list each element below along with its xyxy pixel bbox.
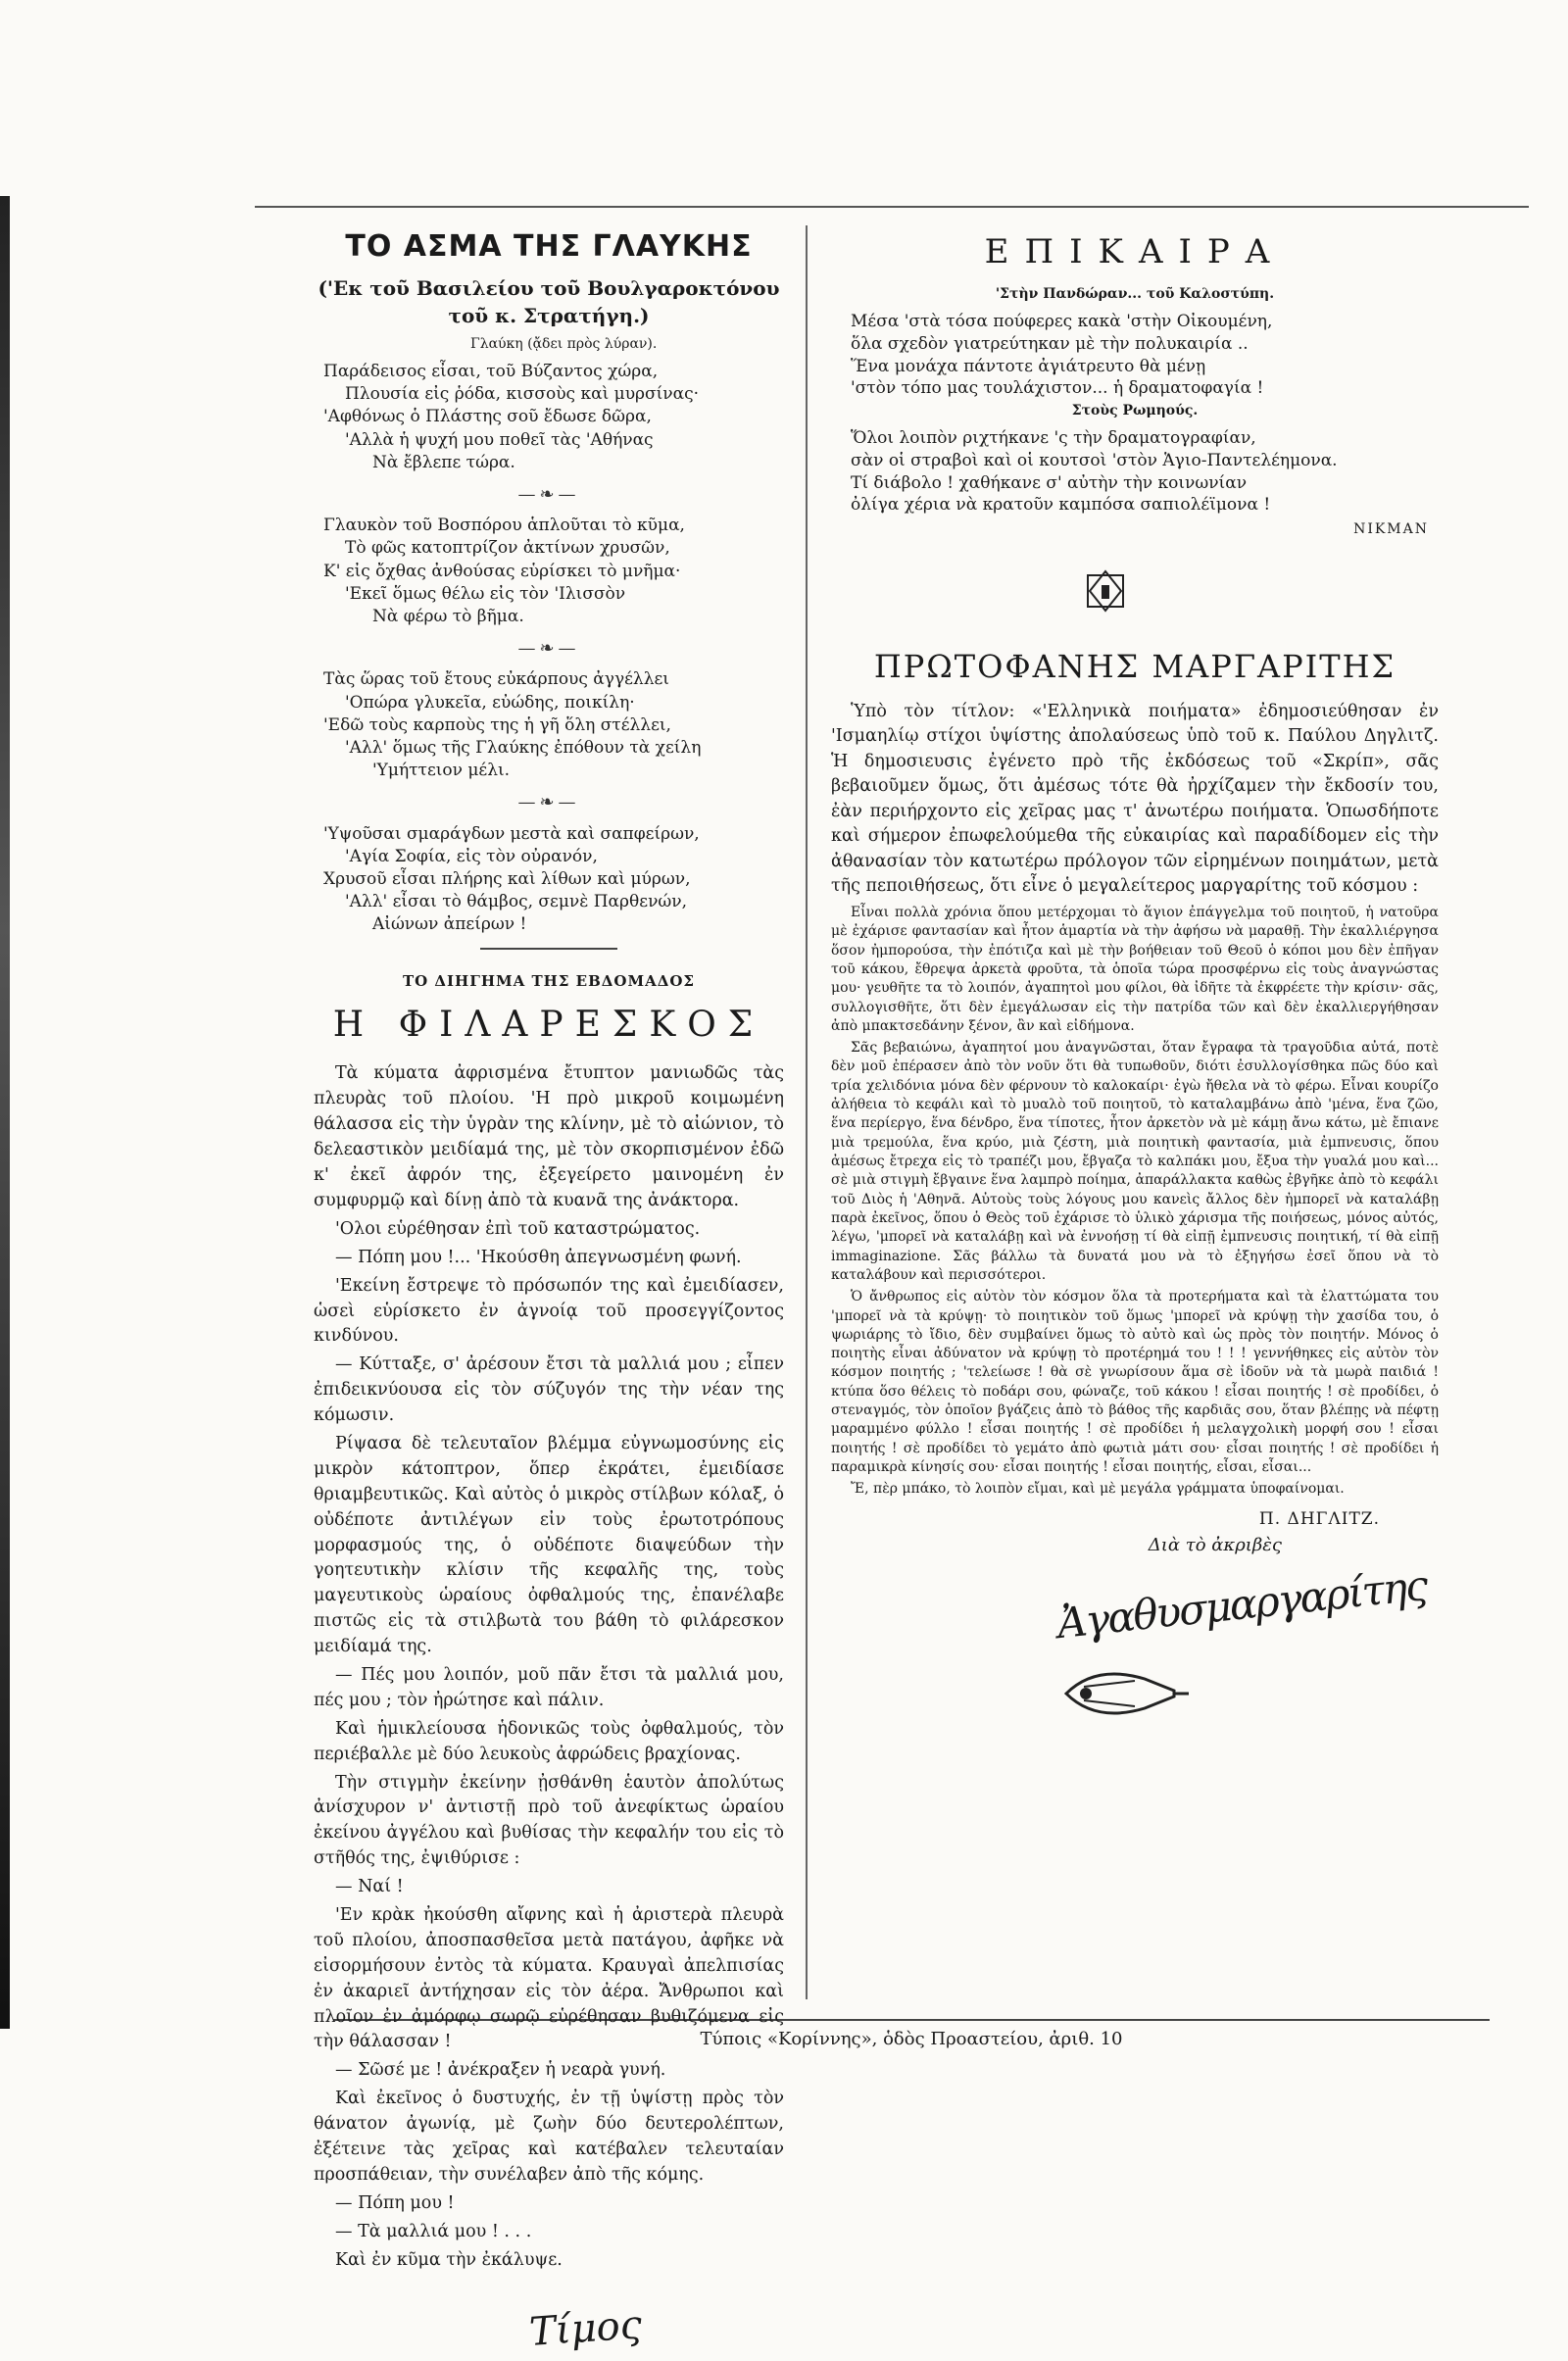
handwritten-signature: Ἀγαθυσμαργαρίτης [1054, 1561, 1429, 1648]
quote-paragraph: Ὁ ἄνθρωπος εἰς αὐτὸν τὸν κόσμον ὅλα τὰ προτερήματα καὶ τὰ ἐλαττώματα του 'μπορεῖ νὰ τὰ κρύψῃ· τὸ ποιητικὸν τοῦ ὅμως 'μπορεῖ νὰ κρύψῃ τὴν χασίδα του, ὁ ψωριάρης τὸ ἴδιο, δὲν συμβαίνει ὅμως τὸ αὐτὸ καὶ ὡς πρὸς τὸν ποιητήν. Μόνος ὁ ποιητὴς εἶναι ἀδύνατον νὰ κρύψῃ τὸ προτέρημά του ! ! ! γεννήθηκες εἰς αὐτὸν τὸν κόσμον ποιητής ; 'τελείωσε ! θὰ σὲ γνωρίσουν ἅμα σὲ ἰδοῦν νὰ τὰ μωρὰ παιδιά ! κτύπα ὅσο θέλεις τὸ ποδάρι σου, φώναζε, τοῦ κάκου ! εἶσαι ποιητής ! σὲ προδίδει, ὁ στεναγμός, τὸν ὁποῖον βγάζεις ἀπὸ τὸ βάθος τῆς καρδιᾶς σου, ὅταν βλέπῃς νὰ πέφτῃ μαραμμένο φύλλο ! εἶσαι ποιητής ! σὲ προδίδει ἡ μελαγχολικὴ μορφή σου ! εἶσαι ποιητής ! σὲ προδίδει τὸ γεμάτο ἀπὸ φωτιὰ μάτι σου· εἶσαι ποιητής ! σὲ προδίδει ἡ παραμικρὰ κίνησίς σου· εἶσαι ποιητής ! εἶσαι ποιητής, εἶσαι, εἶσαι... [831, 1289, 1439, 1476]
stanza-line: 'Αγία Σοφία, εἰς τὸν οὐρανόν, [345, 846, 598, 866]
stanza-line: Τὰς ὥρας τοῦ ἔτους εὐκάρπους ἀγγέλλει [323, 669, 669, 690]
verse-line: ὀλίγα χέρια νὰ κρατοῦν καμπόσα σαπιολέϊμονα ! [851, 495, 1271, 516]
printer-imprint: Τύποις «Κορίννης», ὁδὸς Προαστείου, ἀριθ. 10 [700, 2029, 1123, 2049]
poem-stanza-1 [323, 361, 784, 474]
story-section-heading: ΤΟ ΔΙΗΓΗΜΑ ΤΗΣ ΕΒΔΟΜΑΔΟΣ [402, 972, 696, 991]
right-column [831, 221, 1439, 1735]
stanza-line: Παράδεισος εἶσαι, τοῦ Βύζαντος χώρα, [323, 362, 659, 382]
story-paragraph: — Πές μου λοιπόν, μοῦ πᾶν ἔτσι τὰ μαλλιά μου, πές μου ; τὸν ἠρώτησε καὶ πάλιν. [314, 1664, 784, 1710]
stanza-line: 'Υψοῦσαι σμαράγδων μεστὰ καὶ σαπφείρων, [323, 823, 700, 844]
stanza-line: 'Αλλ' εἶσαι τὸ θάμβος, σεμνὲ Παρθενών, [345, 891, 687, 911]
story-paragraph: Καὶ ἡμικλείουσα ἡδονικῶς τοὺς ὀφθαλμούς, τὸν περιέβαλλε μὲ δύο λευκοὺς ἀφρώδεις βραχίονας. [314, 1718, 784, 1764]
bellows-emblem-icon [1056, 1659, 1194, 1728]
epikaira-subheading: 'Στὴν Πανδώραν... τοῦ Καλοστύπη. [995, 286, 1275, 303]
story-paragraph: Τὴν στιγμὴν ἐκείνην ᾐσθάνθη ἑαυτὸν ἀπολύτως ἀνίσχυρον ν' ἀντιστῇ πρὸ τοῦ ἀνεφίκτως ὡραίου ἐκείνου ἀγγέλου καὶ βυθίσας τὴν κεφαλήν του εἰς τὸ στῆθός της, ἐψιθύρισε : [314, 1772, 784, 1869]
story-paragraph: Καὶ ἐκεῖνος ὁ δυστυχής, ἐν τῇ ὑψίστῃ πρὸς τὸν θάνατον ἀγωνίᾳ, μὲ ζωὴν δύο δευτερολέπτων, ἐξέτεινε τὰς χεῖρας καὶ κατέβαλεν τελευταίαν προσπάθειαν, τὴν συνέλαβεν ἀπὸ τῆς κόμης. [314, 2089, 784, 2185]
story-paragraph: — Ναί ! [335, 1877, 404, 1897]
stanza-line: Νὰ φέρω τὸ βῆμα. [372, 606, 524, 626]
epikaira-subheading: Στοὺς Ρωμηούς. [1071, 403, 1199, 419]
stanza-line: Κ' εἰς ὄχθας ἀνθούσας εὑρίσκει τὸ μνῆμα· [323, 561, 681, 581]
stanza-line: Τὸ φῶς κατοπτρίζον ἀκτίνων χρυσῶν, [345, 538, 670, 559]
verse-line: 'στὸν τόπο μας τουλάχιστον... ἡ δραματοφαγία ! [851, 378, 1264, 399]
stanza-line: Αἰώνων ἀπείρων ! [372, 913, 527, 934]
article-paragraph: Ὑπὸ τὸν τίτλον: «'Ελληνικὰ ποιήματα» ἐδημοσιεύθησαν ἐν 'Ισμαηλίῳ στίχοι ὑψίστης ἀπολαύσεως ὑπὸ τοῦ κ. Παύλου Δηγλιτζ. Ἡ δημοσιευσις ἐγένετο πρὸ τῆς ἐκδόσεως τοῦ «Σκρίπ», σᾶς βεβαιοῦμεν ὅμως, ὅτι ἀμέσως τότε θὰ ἠρχίζαμεν τὴν ἔκδοσίν του, ἐὰν περιήρχοντο εἰς χεῖρας μας τ' ἀνωτέρω ποιήματα. Ὁπωσδήποτε καὶ σήμερον ἐπωφελούμεθα τῆς εὐκαιρίας καὶ παραδίδομεν εἰς τὴν ἀθανασίαν τὸν κατωτέρω πρόλογον τῶν εἰρημένων ποιημάτων, μετὰ τῆς πεποιθήσεως, ὅτι εἶνε ὁ μεγαλείτερος μαργαρίτης τοῦ κόσμου : [831, 701, 1439, 897]
story-paragraph: — Τὰ μαλλιά μου ! . . . [335, 2221, 532, 2241]
ornament: —❧— [517, 637, 580, 659]
story-signature: Τίμος [527, 2302, 644, 2356]
poem-title: ΤΟ ΑΣΜΑ ΤΗΣ ΓΛΑΥΚΗΣ [345, 229, 753, 264]
article-note: Διὰ τὸ ἀκριβὲς [1148, 1534, 1282, 1555]
story-paragraph: — Πόπη μου !... 'Ηκούσθη ἀπεγνωσμένη φωνή. [335, 1247, 742, 1267]
verse-line: Ὅλοι λοιπὸν ριχτήκανε 'ς τὴν δραματογραφίαν, [851, 428, 1256, 449]
poem-speaker: Γλαύκη (ᾄδει πρὸς λύραν). [470, 336, 658, 353]
scan-edge-shadow [0, 196, 10, 2029]
story-body [314, 1061, 784, 2273]
story-paragraph: Τὰ κύματα ἀφρισμένα ἔτυπτον μανιωδῶς τὰς πλευρὰς τοῦ πλοίου. 'Η πρὸ μικροῦ κοιμωμένη θάλασσα εἰς τὴν ὑγρὰν της κλίνην, μὲ τὸ αἰώνιον, τὸ δελεαστικὸν μειδίαμά της, μὲ τὸν σκορπισμένον ἐδῶ κ' ἐκεῖ ἀφρόν της, ἐξεγείρετο μαινομένη ἐν συμφυρμῷ καὶ δίνῃ ἀπὸ τὰ κυανᾶ της ἀνάκτορα. [314, 1063, 784, 1210]
story-paragraph: 'Εν κρὰκ ἠκούσθη αἴφνης καὶ ἡ ἀριστερὰ πλευρὰ τοῦ πλοίου, ἀποσπασθεῖσα μετὰ πατάγου, ἀφῆκε νὰ εἰσορμήσουν ἐντὸς τὰ κύματα. Κραυγαὶ ἀπελπισίας ἐν ἀκαριεῖ ἀντήχησαν εἰς τὸν ἀέρα. Ἄνθρωποι καὶ πλοῖον ἐν ἀμόρφῳ σωρῷ εὑρέθησαν βυθιζόμενα εἰς τὴν θάλασσαν ! [314, 1904, 784, 2052]
poem-stanza-4 [323, 823, 784, 937]
stanza-line: 'Αλλ' ὅμως τῆς Γλαύκης ἐπόθουν τὰ χείλη [345, 737, 702, 758]
story-paragraph: 'Ολοι εὑρέθησαν ἐπὶ τοῦ καταστρώματος. [335, 1218, 701, 1239]
poem-stanza-3 [323, 668, 784, 782]
stanza-line: 'Υμήττειον μέλι. [372, 760, 511, 780]
stanza-line: Νὰ ἔβλεπε τώρα. [372, 452, 515, 472]
quote-paragraph: Ἔ, πὲρ μπάκο, τὸ λοιπὸν εἴμαι, καὶ μὲ μεγάλα γράμματα ὑποφαίνομαι. [851, 1481, 1345, 1498]
stanza-line: Χρυσοῦ εἶσαι πλήρης καὶ λίθων καὶ μύρων, [323, 868, 691, 889]
article-signer: Π. ΔΗΓΛΙΤΖ. [1258, 1508, 1380, 1529]
epikaira-author: ΝΙΚΜΑΝ [1353, 521, 1429, 538]
ornament: —❧— [517, 483, 580, 505]
story-paragraph: 'Εκείνη ἔστρεψε τὸ πρόσωπόν της καὶ ἐμειδίασεν, ὡσεὶ εὑρίσκετο ἐν ἀγνοίᾳ τοῦ προσεγγίζοντος κινδύνου. [314, 1275, 784, 1347]
poem-stanza-2 [323, 515, 784, 628]
story-paragraph: — Πόπη μου ! [335, 2192, 455, 2213]
epikaira-title: ΕΠΙΚΑΙΡΑ [984, 232, 1286, 271]
verse-line: Τί διάβολο ! χαθήκανε σ' αὐτὴν τὴν κοινωνίαν [851, 472, 1248, 493]
story-paragraph: Ρίψασα δὲ τελευταῖον βλέμμα εὐγνωμοσύνης εἰς μικρὸν κάτοπτρον, ὅπερ ἐκράτει, ἐμειδίασε θριαμβευτικῶς. Καὶ αὐτὸς ὁ μικρὸς στίλβων κόλαξ, ὁ οὐδέποτε ἀντιλέγων εἰν τοὺς ἐρωτοτρόπους μορφασμούς της, ὁ οὐδέποτε διαψεύδων τὴν γοητευτικὴν κλίσιν τῆς κεφαλῆς της, τοὺς μαγευτικοὺς ὡραίους ὀφθαλμούς της, ἐπανέλαβε πιστῶς εἰς τὰ στιλβωτὰ του βάθη τὸ φιλάρεσκον μειδίαμά της. [314, 1433, 784, 1657]
stanza-line: Πλουσία εἰς ῥόδα, κισσοὺς καὶ μυρσίνας· [345, 384, 700, 405]
stanza-line: 'Αφθόνως ὁ Πλάστης σοῦ ἔδωσε δῶρα, [323, 407, 652, 427]
quote-paragraph: Σᾶς βεβαιώνω, ἀγαπητοί μου ἀναγνῶσται, ὅταν ἔγραφα τὰ τραγοῦδια αὐτά, ποτὲ δὲν μοῦ ἐπέρασεν ἀπὸ τὸν νοῦν ὅτι θὰ τυπωθοῦν, διότι ἐσυλλογίσθηκα πῶς δύο καὶ τρία χελιδόνια μόνα δὲν φέρνουν τὸ καλοκαίρι· ἐγὼ ἤθελα νὰ τὸ φέρω. Εἶναι κουρίζο ἀλήθεια τὸ κεφάλι καὶ τὸ μυαλὸ τοῦ ποιητοῦ, τὸ καταλαμβάνω ἀπὸ 'μένα, ἕνα ζῶο, ἕνα περίεργο, ἕνα δένδρο, ἕνα τίποτες, ἦτον ἀρκετὸν νὰ μὲ κάμῃ ἄνω κάτω, μὲ ἔπιανε μιὰ τρεμούλα, ἕνα κρύο, μιὰ ζέστη, μιὰ ποιητικὴ φαντασία, μιὰ ἐμπνευσις, ὅπου ἀμέσως ἔτρεχα εἰς τὸ τραπέζι μου, ἔβγαζα τὸ καλπάκι μου, ἔξυα τὴν γυαλά μου καὶ... σὲ μιὰ στιγμὴ ἔβγαινε ἕνα λαμπρὸ ποίημα, ἀπαράλλακτα καθὼς ἐβγῆκε ἀπὸ τὸ κεφάλι τοῦ Διὸς ἡ 'Αθηνᾶ. Αὐτοὺς τοὺς λόγους μου κανεὶς ἄλλος δὲν ἠμπορεῖ νὰ καταλάβῃ παρὰ ἐκεῖνος, ὅπου ὁ Θεὸς τοῦ ἐχάρισε τὸ ὑλικὸ χάρισμα τῆς ποιήσεως, μόνος αὐτός, λέγω, 'μπορεῖ νὰ καταλάβῃ καὶ νὰ ἐννοήσῃ τί θὰ εἰπῇ ἐμπνευσις ποιητική, τί θὰ εἰπῇ immaginazione. Σᾶς βάλλω τὰ δυνατά μου νὰ τὸ ἐξηγήσω ἐσεῖ ὅπου νὰ τὸ καταλάβουν καὶ περισσότεροι. [831, 1040, 1439, 1283]
verse-line: ὅλα σχεδὸν γιατρεύτηκαν μὲ τὴν πολυκαιρία .. [851, 333, 1249, 354]
stanza-line: 'Οπώρα γλυκεῖα, εὐώδης, ποικίλη· [345, 692, 635, 713]
epikaira-verse-2 [831, 427, 1439, 516]
stanza-line: 'Αλλὰ ἡ ψυχή μου ποθεῖ τὰς 'Αθήνας [345, 429, 654, 450]
story-title: Η ΦΙΛΑΡΕΣΚΟΣ [332, 1005, 765, 1046]
poem-subtitle-author: τοῦ κ. Στρατήγη.) [448, 303, 650, 327]
story-paragraph: — Σῶσέ με ! ἀνέκραξεν ἡ νεαρὰ γυνή. [335, 2060, 666, 2081]
poem-subtitle: ('Εκ τοῦ Βασιλείου τοῦ Βουλγαροκτόνου [318, 275, 780, 300]
story-paragraph: Καὶ ἐν κῦμα τὴν ἐκάλυψε. [335, 2249, 563, 2270]
article-intro [831, 700, 1439, 900]
stanza-line: 'Εκεῖ ὅμως θέλω εἰς τὸν 'Ιλισσὸν [345, 583, 626, 604]
stanza-line: Γλαυκὸν τοῦ Βοσπόρου ἁπλοῦται τὸ κῦμα, [323, 516, 685, 536]
stanza-line: 'Εδῶ τοὺς καρποὺς της ἡ γῆ ὅλη στέλλει, [323, 714, 671, 735]
verse-line: Ἕνα μονάχα πάντοτε ἀγιάτρευτο θὰ μένῃ [851, 356, 1206, 376]
article-title: ΠΡΩΤΟΦΑΝΗΣ ΜΑΡΓΑΡΙΤΗΣ [873, 648, 1396, 686]
verse-line: σὰν οἱ στραβοὶ καὶ οἱ κουτσοὶ 'στὸν Ἁγιο-Παντελέημονα. [851, 450, 1338, 470]
top-rule [255, 206, 1529, 208]
quote-paragraph: Εἶναι πολλὰ χρόνια ὅπου μετέρχομαι τὸ ἅγιον ἐπάγγελμα τοῦ ποιητοῦ, ἡ νατοῦρα μὲ ἐχάρισε φαντασίαν καὶ ἦτον ἁμαρτία νὰ τὴν ἀφήσω νὰ μαραθῇ. Τὴν ἐκαλλιέργησα ὅσον ἠμπορούσα, τὴν ἐπότιζα καὶ μὲ τὴν βοήθειαν τοῦ Θεοῦ ὁ κόποι μου δὲν ἐπῆγαν τοῦ κάκου, ἔθρεψα ἀρκετὰ φροῦτα, τὰ ὁποῖα τώρα προσφέρνω εἰς τοὺς ἀναγνώστας μου· γευθῆτε τα τὸ λοιπόν, ἀγαπητοὶ μου φίλοι, θὰ ἰδῆτε τὰ ἐκφρέετε τὴν κρίσιν· σᾶς, συλλογισθῆτε, ὅτι δὲν ἐμεγάλωσαν εἰς τὴν πατρίδα τῶν καὶ δὲν ἐκαλλιεργήθησαν ἀπὸ μπακτσεδάνην ξένον, ἂν καὶ εἰδήμονα. [831, 904, 1439, 1034]
ornament: —❧— [517, 791, 580, 812]
column-divider [806, 225, 808, 1999]
article-quote [831, 904, 1439, 1500]
section-separator [480, 948, 617, 950]
verse-line: Μέσα 'στὰ τόσα πούφερες κακὰ 'στὴν Οἰκουμένη, [851, 312, 1273, 332]
story-paragraph: — Κύτταξε, σ' ἀρέσουν ἔτσι τὰ μαλλιά μου ; εἶπεν ἐπιδεικνύουσα εἰς τὸν σύζυγόν της τὴν νέαν της κόμωσιν. [314, 1354, 784, 1426]
epikaira-verse-1 [831, 311, 1439, 400]
hand-emblem-icon [1076, 562, 1135, 620]
